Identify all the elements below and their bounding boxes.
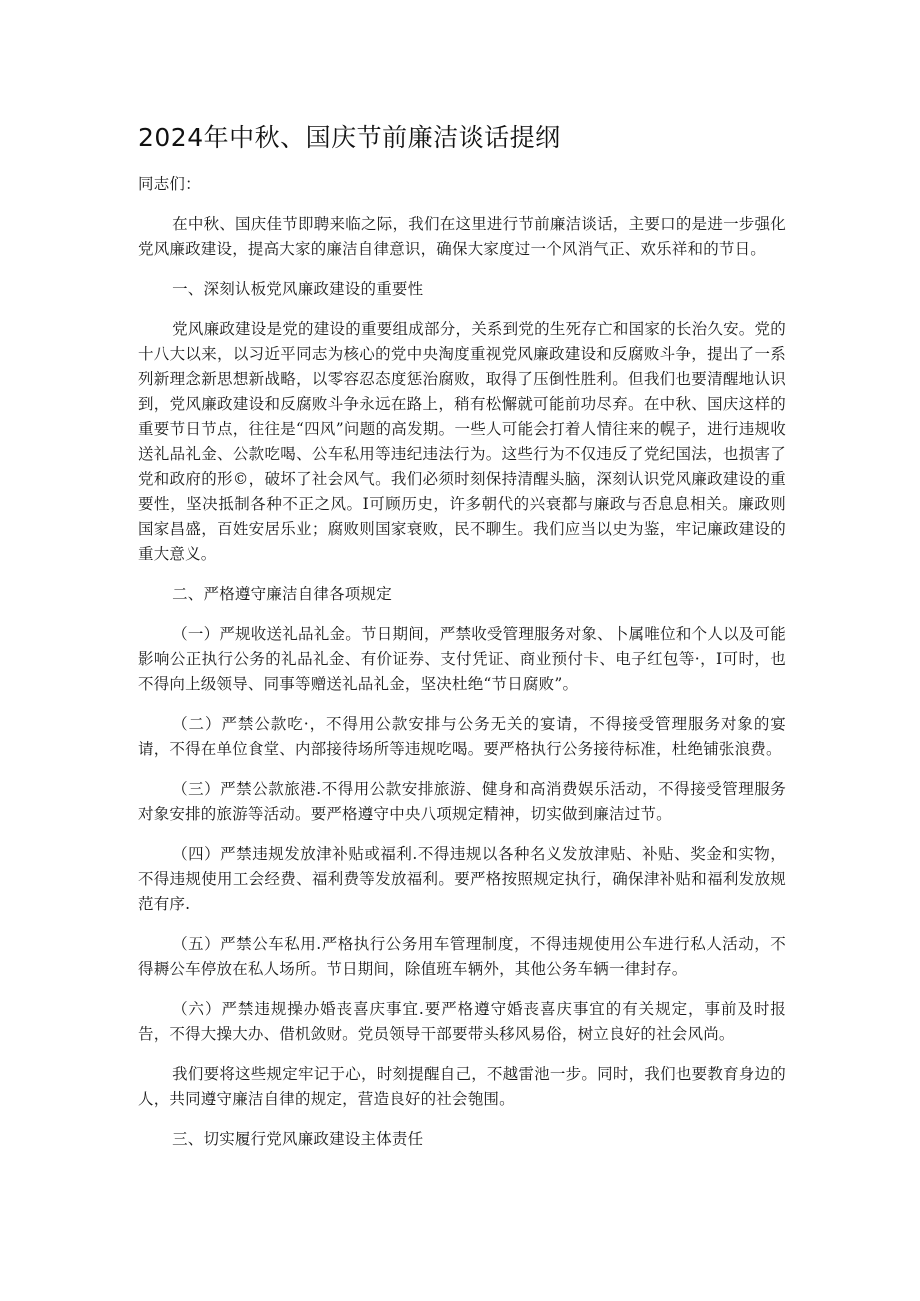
rule-1-paragraph: （一）严规收送礼品礼金。节日期间，严禁收受管理服务对象、卜属唯位和个人以及可能影响公正执行公务的礼品礼金、有价证券、支付凭证、商业预付卡、电子红包等·，I可时，也不得向上级领导、同事等赠送礼品礼金，坚决杜绝“节日腐败”。 bbox=[138, 625, 786, 693]
document-title: 2024年中秋、国庆节前廉洁谈话提纲 bbox=[138, 123, 561, 152]
section-1-heading: 一、深刻认板党风廉政建设的重要性 bbox=[172, 280, 424, 298]
salutation: 同志们： bbox=[138, 175, 201, 193]
rule-5-paragraph: （五）严禁公车私用.严格执行公务用车管理制度，不得违规使用公车进行私人活动，不得耨公车停放在私人场所。节日期间，除值班车辆外，其他公务车辆一律封存。 bbox=[138, 935, 786, 978]
rule-4-paragraph: （四）严禁违规发放津补贴或福利.不得违规以各种名义发放津贴、补贴、奖金和实物，不得违规使用工会经费、福利费等发放福利。要严格按照规定执行，确保津补贴和福利发放规范有序. bbox=[138, 845, 786, 913]
document-body bbox=[138, 172, 786, 1167]
summary-paragraph: 我们要将这些规定牢记于心，时刻提醒自己，不越雷池一步。同时，我们也要教育身边的人，共同遵守廉洁自律的规定，营造良好的社会匏围。 bbox=[138, 1065, 786, 1108]
section-1-paragraph: 党风廉政建设是党的建设的重要组成部分，关系到党的生死存亡和国家的长治久安。党的十八大以来，以习近平同志为核心的党中央淘度重视党风廉政建设和反腐败斗争，提出了一系列新理念新思想新战略，以零容忍态度惩治腐败，取得了压倒性胜利。但我们也要清醒地认识到，党风廉政建设和反腐败斗争永远在路上，稍有松懈就可能前功尽弃。在中秋、国庆这样的重要节日节点，往往是“四风”问题的高发期。一些人可能会打着人情往来的幌子，进行违规收送礼品礼金、公款吃喝、公车私用等违纪违法行为。这些行为不仅违反了党纪国法，也损害了党和政府的形©，破坏了社会风气。我们必须时刻保持清醒头脑，深刻认识党风廉政建设的重要性，坚决抵制各种不正之风。I可顾历史，许多朝代的兴衰都与廉政与否息息相关。廉政则国家昌盛，百姓安居乐业；腐败则国家衰败，民不聊生。我们应当以史为鉴，牢记廉政建设的重大意义。 bbox=[138, 320, 786, 563]
intro-paragraph: 在中秋、国庆佳节即聘来临之际，我们在这里进行节前廉洁谈话，主要口的是进一步强化党风廉政建设，提高大家的廉洁自律意识，确保大家度过一个风消气正、欢乐祥和的节日。 bbox=[138, 215, 786, 258]
rule-6-paragraph: （六）严禁违规操办婚丧喜庆事宜.要严格遵守婚丧喜庆事宜的有关规定，事前及时报告，不得大操大办、借机敛财。党员领导干部要带头移风易俗，树立良好的社会风尚。 bbox=[138, 1000, 786, 1043]
section-3-heading: 三、切实履行党风廉政建设主体责任 bbox=[172, 1130, 424, 1148]
rule-2-paragraph: （二）严禁公款吃·，不得用公款安排与公务无关的宴请，不得接受管理服务对象的宴请，不得在单位食堂、内部接待场所等违规吃喝。要严格执行公务接待标准，杜绝铺张浪费。 bbox=[138, 715, 786, 758]
section-2-heading: 二、严格遵守廉洁自律各项规定 bbox=[172, 585, 392, 603]
rule-3-paragraph: （三）严禁公款旅港.不得用公款安排旅游、健身和高消费娱乐活动，不得接受管理服务对象安排的旅游等活动。要严格遵守中央八项规定精神，切实做到廉洁过节。 bbox=[138, 780, 786, 823]
